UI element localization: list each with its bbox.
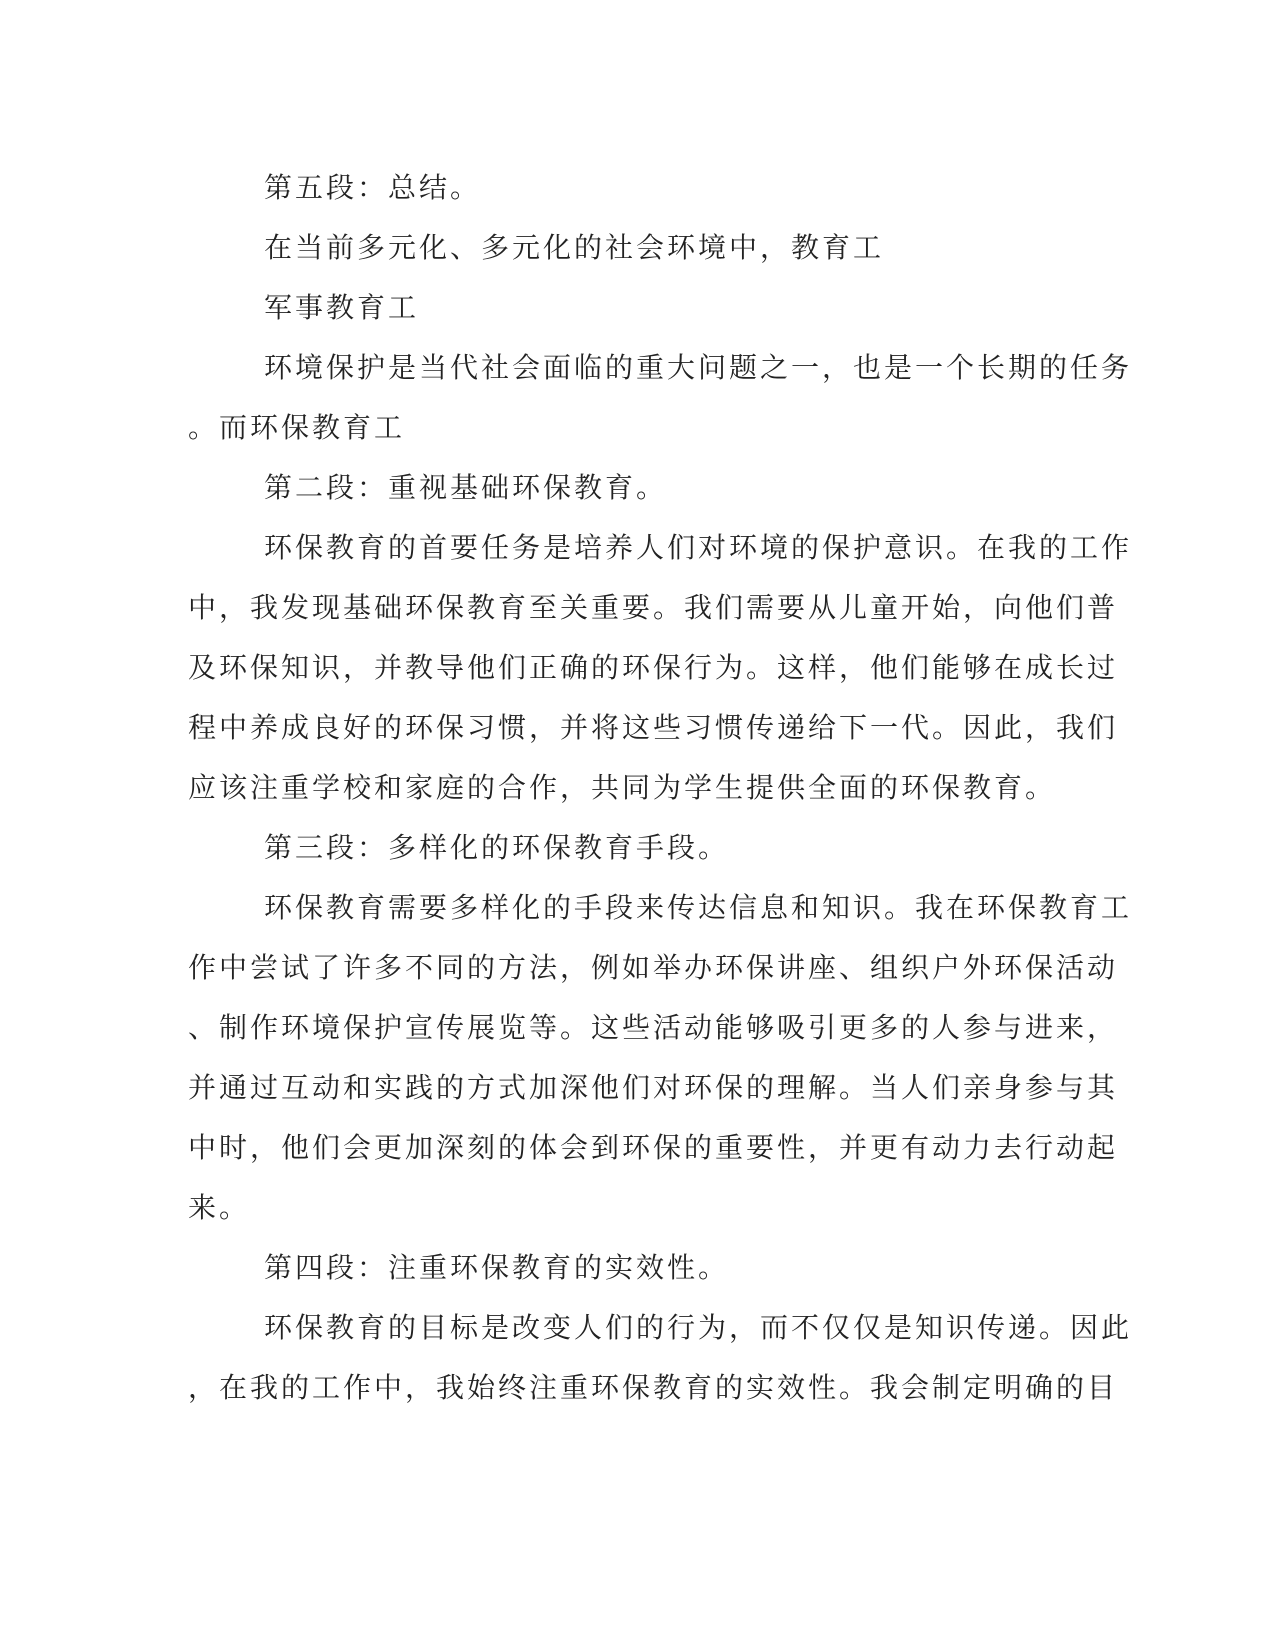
paragraph-line: 、制作环境保护宣传展览等。这些活动能够吸引更多的人参与进来， — [188, 1011, 1119, 1044]
document-body — [188, 158, 1133, 1418]
paragraph-line: 中，我发现基础环保教育至关重要。我们需要从儿童开始，向他们普 — [188, 591, 1119, 624]
section-heading: 第四段：注重环保教育的实效性。 — [264, 1251, 730, 1284]
paragraph-line: 军事教育工 — [264, 291, 420, 324]
paragraph-line: 环境保护是当代社会面临的重大问题之一，也是一个长期的任务 — [264, 351, 1133, 384]
paragraph-line: 环保教育需要多样化的手段来传达信息和知识。我在环保教育工 — [264, 891, 1133, 924]
paragraph-line: ，在我的工作中，我始终注重环保教育的实效性。我会制定明确的目 — [188, 1371, 1119, 1404]
paragraph-line: 作中尝试了许多不同的方法，例如举办环保讲座、组织户外环保活动 — [188, 951, 1119, 984]
section-heading: 第五段：总结。 — [264, 171, 482, 204]
paragraph-line: 并通过互动和实践的方式加深他们对环保的理解。当人们亲身参与其 — [188, 1071, 1119, 1104]
paragraph-line: 中时，他们会更加深刻的体会到环保的重要性，并更有动力去行动起 — [188, 1131, 1119, 1164]
section-heading: 第二段：重视基础环保教育。 — [264, 471, 668, 504]
paragraph-line: 程中养成良好的环保习惯，并将这些习惯传递给下一代。因此，我们 — [188, 711, 1119, 744]
paragraph-line: 。而环保教育工 — [188, 411, 406, 444]
paragraph-line: 环保教育的目标是改变人们的行为，而不仅仅是知识传递。因此 — [264, 1311, 1133, 1344]
paragraph-line: 在当前多元化、多元化的社会环境中，教育工 — [264, 231, 885, 264]
section-heading: 第三段：多样化的环保教育手段。 — [264, 831, 730, 864]
paragraph-line: 应该注重学校和家庭的合作，共同为学生提供全面的环保教育。 — [188, 771, 1057, 804]
paragraph-line: 及环保知识，并教导他们正确的环保行为。这样，他们能够在成长过 — [188, 651, 1119, 684]
paragraph-line: 来。 — [188, 1191, 251, 1224]
paragraph-line: 环保教育的首要任务是培养人们对环境的保护意识。在我的工作 — [264, 531, 1133, 564]
